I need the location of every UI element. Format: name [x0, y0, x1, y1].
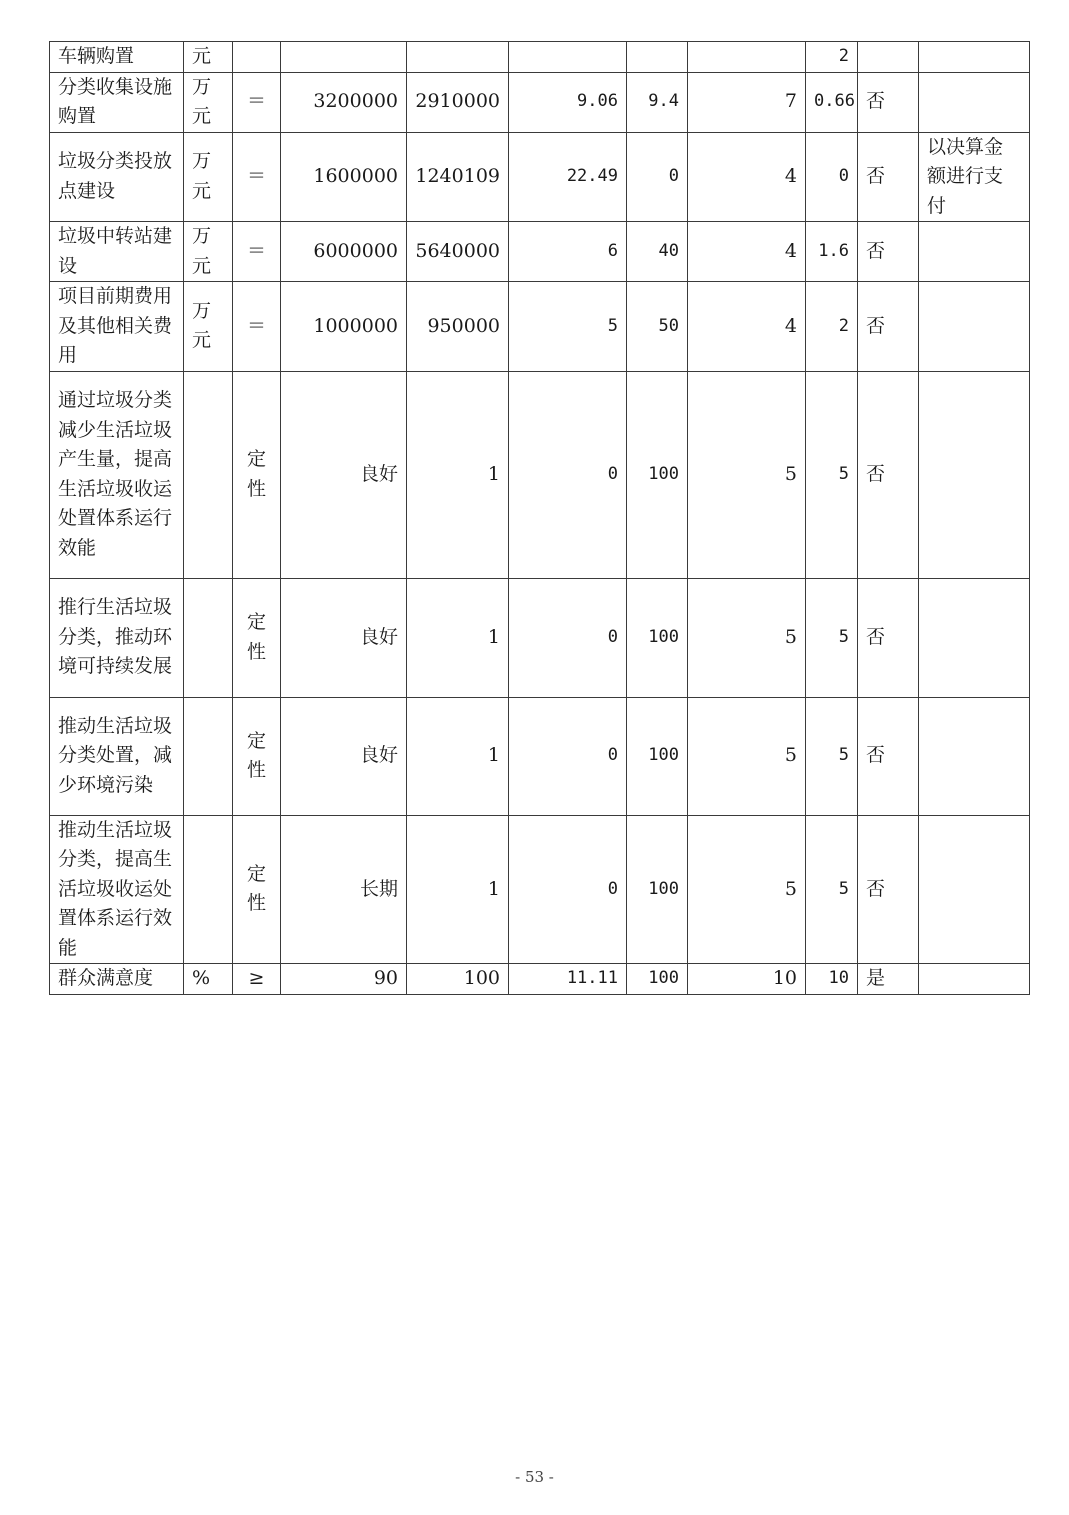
score-value: 2	[806, 42, 858, 73]
table-row	[50, 222, 1030, 282]
score-value: 10	[806, 964, 858, 995]
indicator-unit	[184, 578, 233, 697]
indicator-table	[49, 41, 1030, 995]
table-row	[50, 282, 1030, 372]
indicator-unit	[184, 371, 233, 578]
actual-value: 1	[407, 578, 509, 697]
indicator-unit: 元	[184, 42, 233, 73]
actual-value: 2910000	[407, 72, 509, 132]
indicator-operator: 定性	[233, 697, 281, 815]
note-text: 以决算金额进行支付	[919, 132, 1030, 222]
indicator-operator: ＝	[233, 72, 281, 132]
target-value: 90	[281, 964, 407, 995]
rate-value: 5	[509, 282, 627, 372]
weight-value: 4	[688, 222, 806, 282]
note-text	[919, 578, 1030, 697]
target-value: 良好	[281, 371, 407, 578]
score-value: 5	[806, 578, 858, 697]
indicator-operator: ＝	[233, 282, 281, 372]
rate-value: 22.49	[509, 132, 627, 222]
deviation-value: 100	[627, 964, 688, 995]
flag-value: 否	[858, 132, 919, 222]
note-text	[919, 815, 1030, 964]
deviation-value: 100	[627, 578, 688, 697]
deviation-value	[627, 42, 688, 73]
actual-value: 100	[407, 964, 509, 995]
deviation-value: 100	[627, 371, 688, 578]
indicator-name: 推动生活垃圾分类，提高生活垃圾收运处置体系运行效能	[50, 815, 184, 964]
weight-value: 4	[688, 132, 806, 222]
flag-value: 是	[858, 964, 919, 995]
deviation-value: 9.4	[627, 72, 688, 132]
indicator-operator: 定性	[233, 815, 281, 964]
flag-value: 否	[858, 371, 919, 578]
indicator-operator: ＝	[233, 132, 281, 222]
target-value	[281, 42, 407, 73]
note-text	[919, 282, 1030, 372]
actual-value: 1	[407, 371, 509, 578]
indicator-unit	[184, 697, 233, 815]
actual-value: 950000	[407, 282, 509, 372]
actual-value: 5640000	[407, 222, 509, 282]
deviation-value: 40	[627, 222, 688, 282]
actual-value: 1	[407, 697, 509, 815]
indicator-name: 推动生活垃圾分类处置，减少环境污染	[50, 697, 184, 815]
score-value: 5	[806, 815, 858, 964]
table-row	[50, 697, 1030, 815]
weight-value	[688, 42, 806, 73]
deviation-value: 100	[627, 815, 688, 964]
indicator-unit: 万元	[184, 282, 233, 372]
indicator-unit: %	[184, 964, 233, 995]
indicator-name: 垃圾中转站建设	[50, 222, 184, 282]
rate-value: 11.11	[509, 964, 627, 995]
score-value: 0.66	[806, 72, 858, 132]
score-value: 2	[806, 282, 858, 372]
target-value: 良好	[281, 697, 407, 815]
rate-value: 0	[509, 815, 627, 964]
score-value: 5	[806, 371, 858, 578]
indicator-name: 推行生活垃圾分类，推动环境可持续发展	[50, 578, 184, 697]
score-value: 0	[806, 132, 858, 222]
flag-value: 否	[858, 282, 919, 372]
flag-value: 否	[858, 72, 919, 132]
note-text	[919, 72, 1030, 132]
indicator-operator	[233, 42, 281, 73]
flag-value	[858, 42, 919, 73]
note-text	[919, 222, 1030, 282]
indicator-unit: 万元	[184, 132, 233, 222]
score-value: 5	[806, 697, 858, 815]
rate-value	[509, 42, 627, 73]
weight-value: 5	[688, 578, 806, 697]
indicator-operator: 定性	[233, 578, 281, 697]
table-row	[50, 815, 1030, 964]
indicator-name: 群众满意度	[50, 964, 184, 995]
actual-value	[407, 42, 509, 73]
actual-value: 1	[407, 815, 509, 964]
note-text	[919, 697, 1030, 815]
indicator-name: 分类收集设施购置	[50, 72, 184, 132]
rate-value: 0	[509, 697, 627, 815]
note-text	[919, 964, 1030, 995]
indicator-unit: 万元	[184, 222, 233, 282]
rate-value: 9.06	[509, 72, 627, 132]
deviation-value: 0	[627, 132, 688, 222]
flag-value: 否	[858, 222, 919, 282]
weight-value: 10	[688, 964, 806, 995]
note-text	[919, 371, 1030, 578]
table-row	[50, 371, 1030, 578]
indicator-name: 通过垃圾分类减少生活垃圾产生量，提高生活垃圾收运处置体系运行效能	[50, 371, 184, 578]
table-row	[50, 42, 1030, 73]
indicator-operator: ≥	[233, 964, 281, 995]
weight-value: 5	[688, 697, 806, 815]
actual-value: 1240109	[407, 132, 509, 222]
rate-value: 0	[509, 578, 627, 697]
target-value: 3200000	[281, 72, 407, 132]
deviation-value: 50	[627, 282, 688, 372]
indicator-operator: 定性	[233, 371, 281, 578]
rate-value: 0	[509, 371, 627, 578]
rate-value: 6	[509, 222, 627, 282]
target-value: 长期	[281, 815, 407, 964]
page-number: - 53 -	[515, 1468, 554, 1486]
flag-value: 否	[858, 815, 919, 964]
weight-value: 5	[688, 815, 806, 964]
table-row	[50, 132, 1030, 222]
flag-value: 否	[858, 697, 919, 815]
weight-value: 4	[688, 282, 806, 372]
target-value: 6000000	[281, 222, 407, 282]
indicator-name: 项目前期费用及其他相关费用	[50, 282, 184, 372]
indicator-unit: 万元	[184, 72, 233, 132]
indicator-name: 车辆购置	[50, 42, 184, 73]
deviation-value: 100	[627, 697, 688, 815]
indicator-name: 垃圾分类投放点建设	[50, 132, 184, 222]
indicator-unit	[184, 815, 233, 964]
table-row	[50, 72, 1030, 132]
target-value: 1000000	[281, 282, 407, 372]
weight-value: 5	[688, 371, 806, 578]
score-value: 1.6	[806, 222, 858, 282]
target-value: 1600000	[281, 132, 407, 222]
target-value: 良好	[281, 578, 407, 697]
note-text	[919, 42, 1030, 73]
indicator-operator: ＝	[233, 222, 281, 282]
flag-value: 否	[858, 578, 919, 697]
table-row	[50, 964, 1030, 995]
table-row	[50, 578, 1030, 697]
weight-value: 7	[688, 72, 806, 132]
